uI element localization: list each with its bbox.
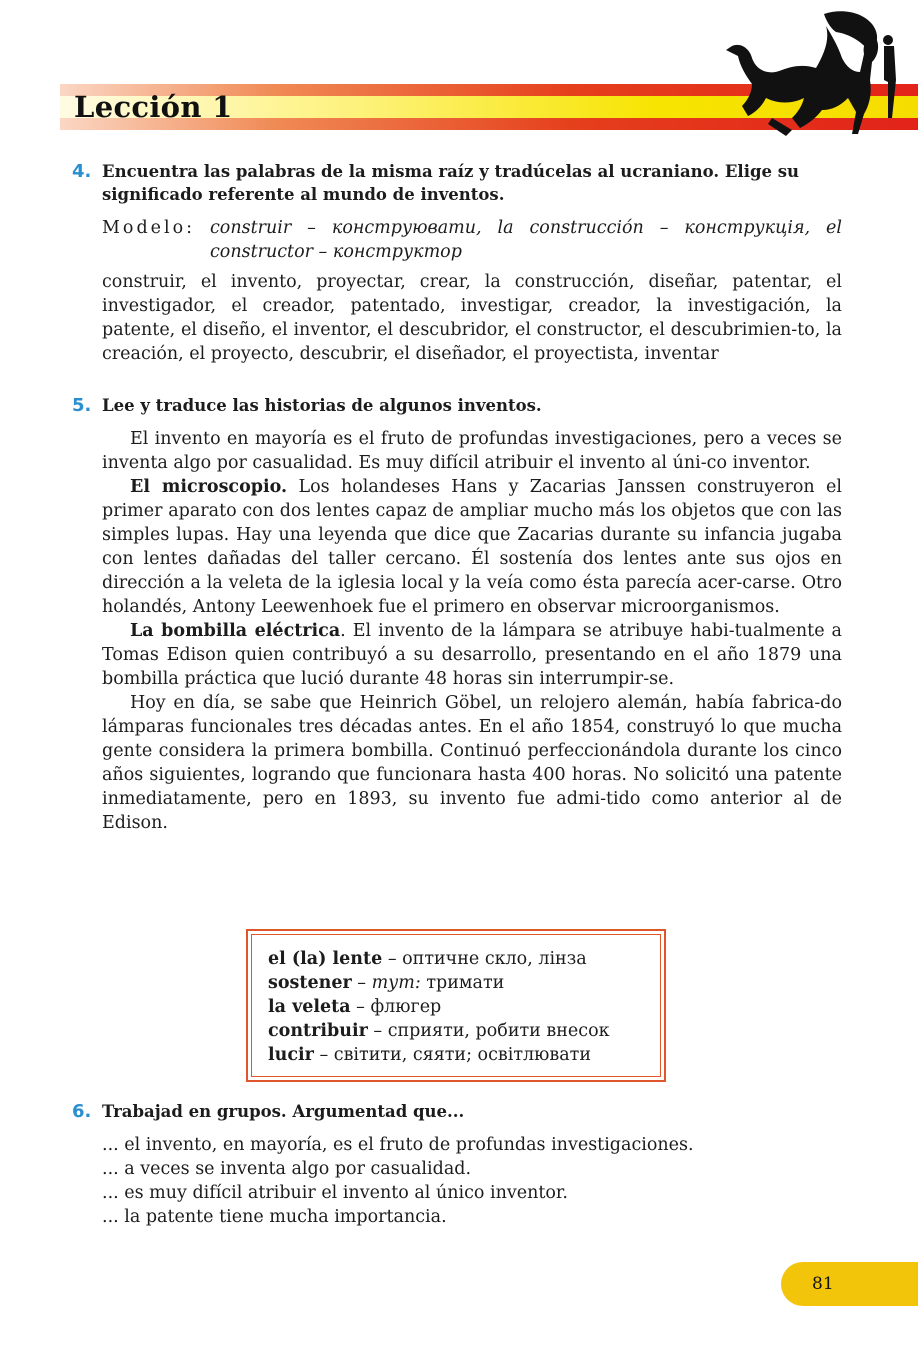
microscope-text: Los holandeses Hans y Zacarias Janssen construyeron el primer aparato con dos lentes capaz de ampliar mucho más los objetos que con las simples lupas. Hay una leyenda que dice que Zacarias durante su infancia jugaba con lentes dañadas del taller cercano. Él sostenía dos lentes ante sus ojos en dirección a la veleta de la iglesia local y la veía como ésta parecía acer-carse. Otro holandés, Antony Leewenhoek fue el primero en observar microorganismos. [102, 477, 842, 617]
model-example [102, 216, 842, 264]
task-number: 4. [72, 161, 92, 182]
bullfighter-silhouette-icon [712, 6, 912, 141]
vocabulary-item: la veleta – флюгер [268, 997, 442, 1017]
argument-line: ... es muy difícil atribuir el invento al único inventor. [102, 1183, 568, 1203]
reading-text [72, 427, 842, 835]
microscope-paragraph [102, 475, 842, 619]
intro-paragraph: El invento en mayoría es el fruto de profundas investigaciones, pero a veces se inventa algo por casualidad. Es muy difícil atribuir el invento al úni-co inventor. [102, 429, 842, 473]
model-text: construir – конструювати, la construcción – конструкція, el constructor – конструктор [210, 218, 842, 262]
gobel-paragraph: Hoy en día, se sabe que Heinrich Göbel, un relojero alemán, había fabrica-do lámparas funcionales tres décadas antes. En el año 1854, construyó lo que mucha gente considera la primera bombilla. Continuó perfeccionándola durante los cinco años siguientes, logrando que funcionara hasta 400 horas. No solicitó una patente inmediatamente, pero en 1893, su invento fue admi-tido como anterior al de Edison. [102, 693, 842, 833]
task-number: 5. [72, 395, 92, 416]
vocabulary-box [246, 929, 666, 1082]
vocabulary-item: contribuir – сприяти, робити внесок [268, 1021, 610, 1041]
page-number: 81 [812, 1274, 834, 1294]
task-4 [72, 160, 842, 366]
model-label: Modelo: [102, 218, 196, 238]
vocabulary-item: sostener – тут: тримати [268, 973, 505, 993]
task-instruction: Trabajad en grupos. Argumentad que... [102, 1102, 465, 1121]
task-5 [72, 394, 842, 835]
task-instruction: Lee y traduce las historias de algunos inventos. [102, 396, 542, 415]
argument-line: ... el invento, en mayoría, es el fruto de profundas investigaciones. [102, 1135, 694, 1155]
bulb-paragraph [102, 619, 842, 691]
argument-list [72, 1133, 842, 1229]
argument-line: ... a veces se inventa algo por casualidad. [102, 1159, 472, 1179]
page-number-tab [781, 1262, 918, 1306]
word-list: construir, el invento, proyectar, crear, la construcción, diseñar, patentar, el investigador, el creador, patentado, investigar, creador, la investigación, la patente, el diseño, el inventor, el descubridor, el constructor, el descubrimien-to, la creación, el proyecto, descubrir, el diseñador, el proyectista, inventar [102, 272, 842, 364]
vocabulary-item: lucir – світити, сяяти; освітлювати [268, 1045, 591, 1065]
task-6 [72, 1100, 842, 1229]
bulb-heading: La bombilla eléctrica [130, 621, 341, 641]
task-instruction: Encuentra las palabras de la misma raíz y tradúcelas al ucraniano. Elige su significado referente al mundo de inventos. [102, 162, 800, 204]
task-number: 6. [72, 1101, 92, 1122]
vocabulary-list [251, 934, 661, 1077]
bulb-text: . El invento de la lámpara se atribuye habi-tualmente a Tomas Edison quien contribuyó a su desarrollo, presentando en el año 1879 una bombilla práctica que lució durante 48 horas sin interrumpir-se. [102, 621, 842, 689]
argument-line: ... la patente tiene mucha importancia. [102, 1207, 447, 1227]
lesson-title: Lección 1 [74, 90, 233, 124]
microscope-heading: El microscopio. [130, 477, 288, 497]
vocabulary-item: el (la) lente – оптичне скло, лінза [268, 949, 587, 969]
